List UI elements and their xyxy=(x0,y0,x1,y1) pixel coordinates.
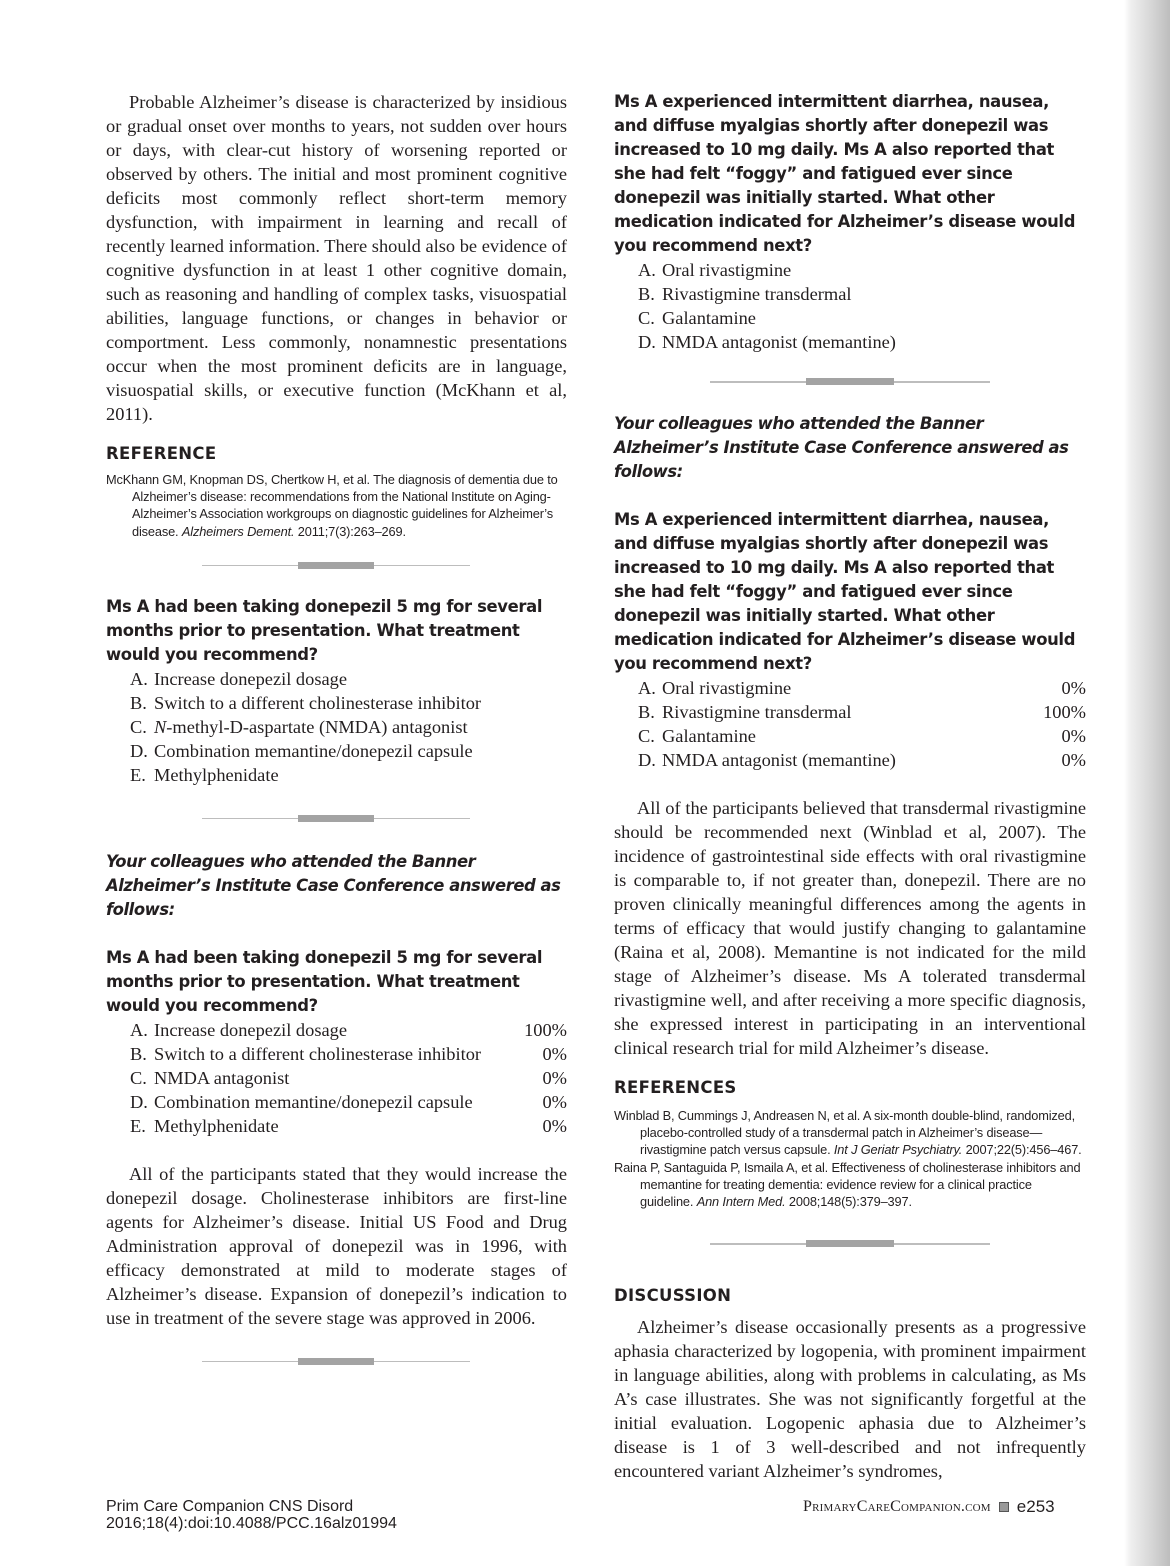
left-column xyxy=(106,90,567,1366)
result-item: C. NMDA antagonist 0% xyxy=(130,1067,567,1088)
section-divider xyxy=(614,378,1086,386)
question-1-options xyxy=(106,667,567,787)
result-item: C. Galantamine 0% xyxy=(638,726,1086,746)
result-percent: 0% xyxy=(542,1067,567,1088)
reference-entry: Winblad B, Cummings J, Andreasen N, et al. A six-month double-blind, randomized, placebo-controlled study of a transdermal patch in Alzheimer’s disease—rivastigmine patch versus capsule. Int J Geriatr Psychiatry. 2007;22(5):456–467. xyxy=(614,1108,1082,1158)
reference-entry: Raina P, Santaguida P, Ismaila A, et al. Effectiveness of cholinesterase inhibitors and memantine for treating dementia: evidence review for a clinical practice guideline. Ann Intern Med. 2008;148(5):379–397. xyxy=(614,1159,1081,1210)
references-heading: REFERENCES xyxy=(614,1078,737,1097)
result-item: D. Combination memantine/donepezil capsule 0% xyxy=(130,1091,567,1112)
option-item: D. NMDA antagonist (memantine) xyxy=(638,332,896,352)
result-item: D. NMDA antagonist (memantine) 0% xyxy=(638,750,1086,770)
journal-name: Prim Care Companion CNS Disord xyxy=(106,1498,354,1515)
question-1-results-options xyxy=(106,1018,567,1138)
result-percent: 0% xyxy=(542,1043,567,1064)
question-2-results: Ms A experienced intermittent diarrhea, nausea, and diffuse myalgias shortly after donepezil was increased to 10 mg daily. Ms A also reported that she had felt “foggy” and fatigued ever since donepezil was initially started. What other medication indicated for Alzheimer’s disease would you recommend next? xyxy=(614,510,1076,673)
question-1-results: Ms A had been taking donepezil 5 mg for several months prior to presentation. What treatment would you recommend? xyxy=(106,947,543,1015)
discussion-heading: DISCUSSION xyxy=(614,1286,732,1306)
right-column xyxy=(614,90,1086,1483)
reference-entry: McKhann GM, Knopman DS, Chertkow H, et al. The diagnosis of dementia due to Alzheimer’s disease: recommendations from the National Institute on Aging-Alzheimer’s Association workgroups on diagnostic guidelines for Alzheimer’s disease. Alzheimers Dement. 2011;7(3):263–269. xyxy=(106,472,558,539)
result-percent: 100% xyxy=(1043,702,1086,722)
result-item: B. Rivastigmine transdermal 100% xyxy=(638,702,1086,722)
result-item: E. Methylphenidate 0% xyxy=(130,1115,567,1136)
section-divider xyxy=(614,1240,1086,1248)
question-1: Ms A had been taking donepezil 5 mg for several months prior to presentation. What treatment would you recommend? xyxy=(106,596,543,664)
journal-citation-footer xyxy=(106,1498,397,1532)
colleagues-heading: Your colleagues who attended the Banner Alzheimer’s Institute Case Conference answered as follows: xyxy=(614,414,1069,481)
journal-doi: 2016;18(4):doi:10.4088/PCC.16alz01994 xyxy=(106,1515,397,1532)
discussion-paragraph-2: All of the participants believed that transdermal rivastigmine should be recommended next (Winblad et al, 2007). The incidence of gastrointestinal side effects with oral rivastigmine is comparable to, if not greater than, donepezil. There are no proven clinically meaningful differences among the agents in terms of efficacy that would justify changing to galantamine (Raina et al, 2008). Memantine is not indicated for the mild stage of Alzheimer’s disease. Ms A tolerated transdermal rivastigmine well, and after receiving a more specific diagnosis, she expressed interest in participating in an interventional clinical research trial for mild Alzheimer’s disease. xyxy=(614,798,1086,1058)
option-item: A. Oral rivastigmine xyxy=(638,260,792,280)
option-item: C. Galantamine xyxy=(638,308,756,328)
colleagues-heading: Your colleagues who attended the Banner Alzheimer’s Institute Case Conference answered as follows: xyxy=(106,851,561,919)
option-item: B. Switch to a different cholinesterase inhibitor xyxy=(130,692,482,713)
result-item: A. Oral rivastigmine 0% xyxy=(638,678,1086,698)
discussion-paragraph: Alzheimer’s disease occasionally presents as a progressive aphasia characterized by logopenia, with prominent impairment in language abilities, along with problems in calculating, as Ms A’s case illustrates. She was not significantly forgetful at the initial evaluation. Logopenic aphasia due to Alzheimer’s disease is 1 of 3 well-described and not infrequently encountered variant Alzheimer’s syndromes, xyxy=(614,1317,1086,1482)
option-item: D. Combination memantine/donepezil capsule xyxy=(130,740,473,761)
result-percent: 0% xyxy=(1061,678,1086,698)
result-item: B. Switch to a different cholinesterase inhibitor 0% xyxy=(130,1043,567,1064)
question-2-options xyxy=(614,258,1086,354)
result-percent: 100% xyxy=(524,1019,567,1040)
option-item: B. Rivastigmine transdermal xyxy=(638,284,852,304)
result-percent: 0% xyxy=(1061,726,1086,746)
option-item: C. N-methyl-D-aspartate (NMDA) antagonist xyxy=(130,716,468,737)
intro-paragraph: Probable Alzheimer’s disease is characterized by insidious or gradual onset over months to years, not sudden over hours or days, with clear-cut history of worsening reported or observed by others. The initial and most prominent cognitive deficits most commonly reflect short-term memory dysfunction, with impairment in learning and recall of recently learned information. There should also be evidence of cognitive dysfunction in at least 1 other cognitive domain, such as reasoning and handling of complex tasks, visuospatial abilities, language functions, or changes in behavior or comportment. Less commonly, nonamnestic presentations occur when the most prominent deficits are in language, visuospatial skills, or executive function (McKhann et al, 2011). xyxy=(106,92,567,424)
result-percent: 0% xyxy=(542,1115,567,1136)
result-item: A. Increase donepezil dosage 100% xyxy=(130,1019,567,1040)
question-2-results-options xyxy=(614,676,1086,772)
result-percent: 0% xyxy=(1061,750,1086,770)
result-percent: 0% xyxy=(542,1091,567,1112)
discussion-paragraph-1: All of the participants stated that they would increase the donepezil dosage. Cholinesterase inhibitors are first-line agents for Alzheimer’s disease. Initial US Food and Drug Administration approval of donepezil was in 1996, with efficacy demonstrated at mild to moderate stages of Alzheimer’s disease. Expansion of donepezil’s indication to use in treatment of the severe stage was approved in 2006. xyxy=(106,1163,567,1328)
section-divider xyxy=(106,815,567,823)
page-edge-shadow xyxy=(1124,0,1170,1566)
page-footer-right xyxy=(803,1497,1055,1517)
option-item: E. Methylphenidate xyxy=(130,764,279,785)
square-bullet-icon xyxy=(999,1502,1009,1512)
question-2: Ms A experienced intermittent diarrhea, nausea, and diffuse myalgias shortly after donepezil was increased to 10 mg daily. Ms A also reported that she had felt “foggy” and fatigued ever since donepezil was initially started. What other medication indicated for Alzheimer’s disease would you recommend next? xyxy=(614,92,1076,255)
section-divider xyxy=(106,1358,567,1366)
reference-heading: REFERENCE xyxy=(106,444,217,463)
website-link[interactable]: PrimaryCareCompanion.com xyxy=(803,1498,991,1515)
section-divider xyxy=(106,562,567,570)
option-item: A. Increase donepezil dosage xyxy=(130,668,348,689)
page-number: e253 xyxy=(1016,1497,1055,1516)
